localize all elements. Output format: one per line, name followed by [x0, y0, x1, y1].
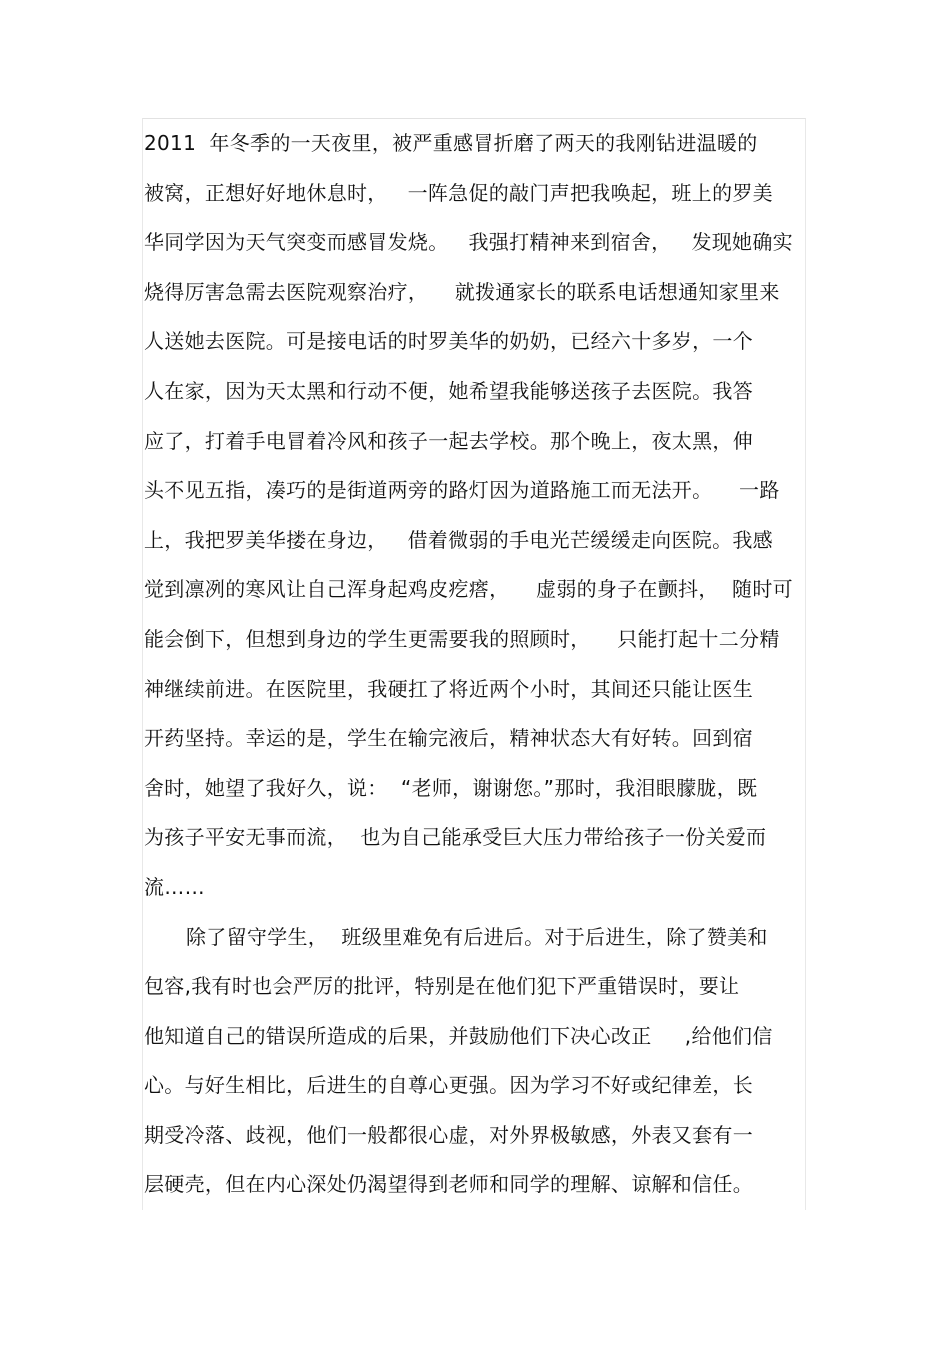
- text-line: 上，我把罗美华搂在身边， 借着微弱的手电光芒缓缓走向医院。我感: [144, 527, 773, 552]
- document-body: [144, 123, 809, 1214]
- text-line: 人送她去医院。可是接电话的时罗美华的奶奶，已经六十多岁，一个: [144, 329, 753, 354]
- text-line: 觉到凛冽的寒风让自己浑身起鸡皮疙瘩， 虚弱的身子在颤抖， 随时可: [144, 577, 793, 602]
- text-line: 能会倒下，但想到身边的学生更需要我的照顾时， 只能打起十二分精: [144, 626, 780, 651]
- text-line: 心。与好生相比，后进生的自尊心更强。因为学习不好或纪律差，长: [144, 1073, 753, 1098]
- text-line: 头不见五指，凑巧的是街道两旁的路灯因为道路施工而无法开。 一路: [144, 478, 780, 503]
- text-line: 除了留守学生， 班级里难免有后进后。对于后进生，除了赞美和: [186, 924, 768, 949]
- text-line: 期受冷落、歧视，他们一般都很心虚，对外界极敏感，外表又套有一: [144, 1122, 753, 1147]
- text-line: 被窝，正想好好地休息时， 一阵急促的敲门声把我唤起，班上的罗美: [144, 180, 773, 205]
- text-line: 应了，打着手电冒着冷风和孩子一起去学校。那个晚上，夜太黑，伸: [144, 428, 753, 453]
- text-line: 开药坚持。幸运的是，学生在输完液后，精神状态大有好转。回到宿: [144, 726, 753, 751]
- text-line: 为孩子平安无事而流， 也为自己能承受巨大压力带给孩子一份关爱而: [144, 825, 767, 850]
- text-line: 华同学因为天气突变而感冒发烧。 我强打精神来到宿舍， 发现她确实: [144, 230, 793, 255]
- text-line: 人在家，因为天太黑和行动不便，她希望我能够送孩子去医院。我答: [144, 378, 753, 403]
- text-line: 神继续前进。在医院里，我硬扛了将近两个小时，其间还只能让医生: [144, 676, 753, 701]
- text-line: 烧得厉害急需去医院观察治疗， 就拨通家长的联系电话想通知家里来: [144, 279, 780, 304]
- text-line: 层硬壳，但在内心深处仍渴望得到老师和同学的理解、谅解和信任。: [144, 1172, 753, 1197]
- text-line: 2011 年冬季的一天夜里，被严重感冒折磨了两天的我刚钻进温暖的: [144, 131, 758, 155]
- text-line: 舍时，她望了我好久，说： “老师，谢谢您。”那时，我泪眼朦胧，既: [144, 775, 758, 800]
- text-line: 包容,我有时也会严厉的批评，特别是在他们犯下严重错误时，要让: [144, 974, 740, 999]
- text-line: 他知道自己的错误所造成的后果，并鼓励他们下决心改正 ,给他们信: [144, 1023, 773, 1048]
- text-line: 流……: [144, 874, 205, 899]
